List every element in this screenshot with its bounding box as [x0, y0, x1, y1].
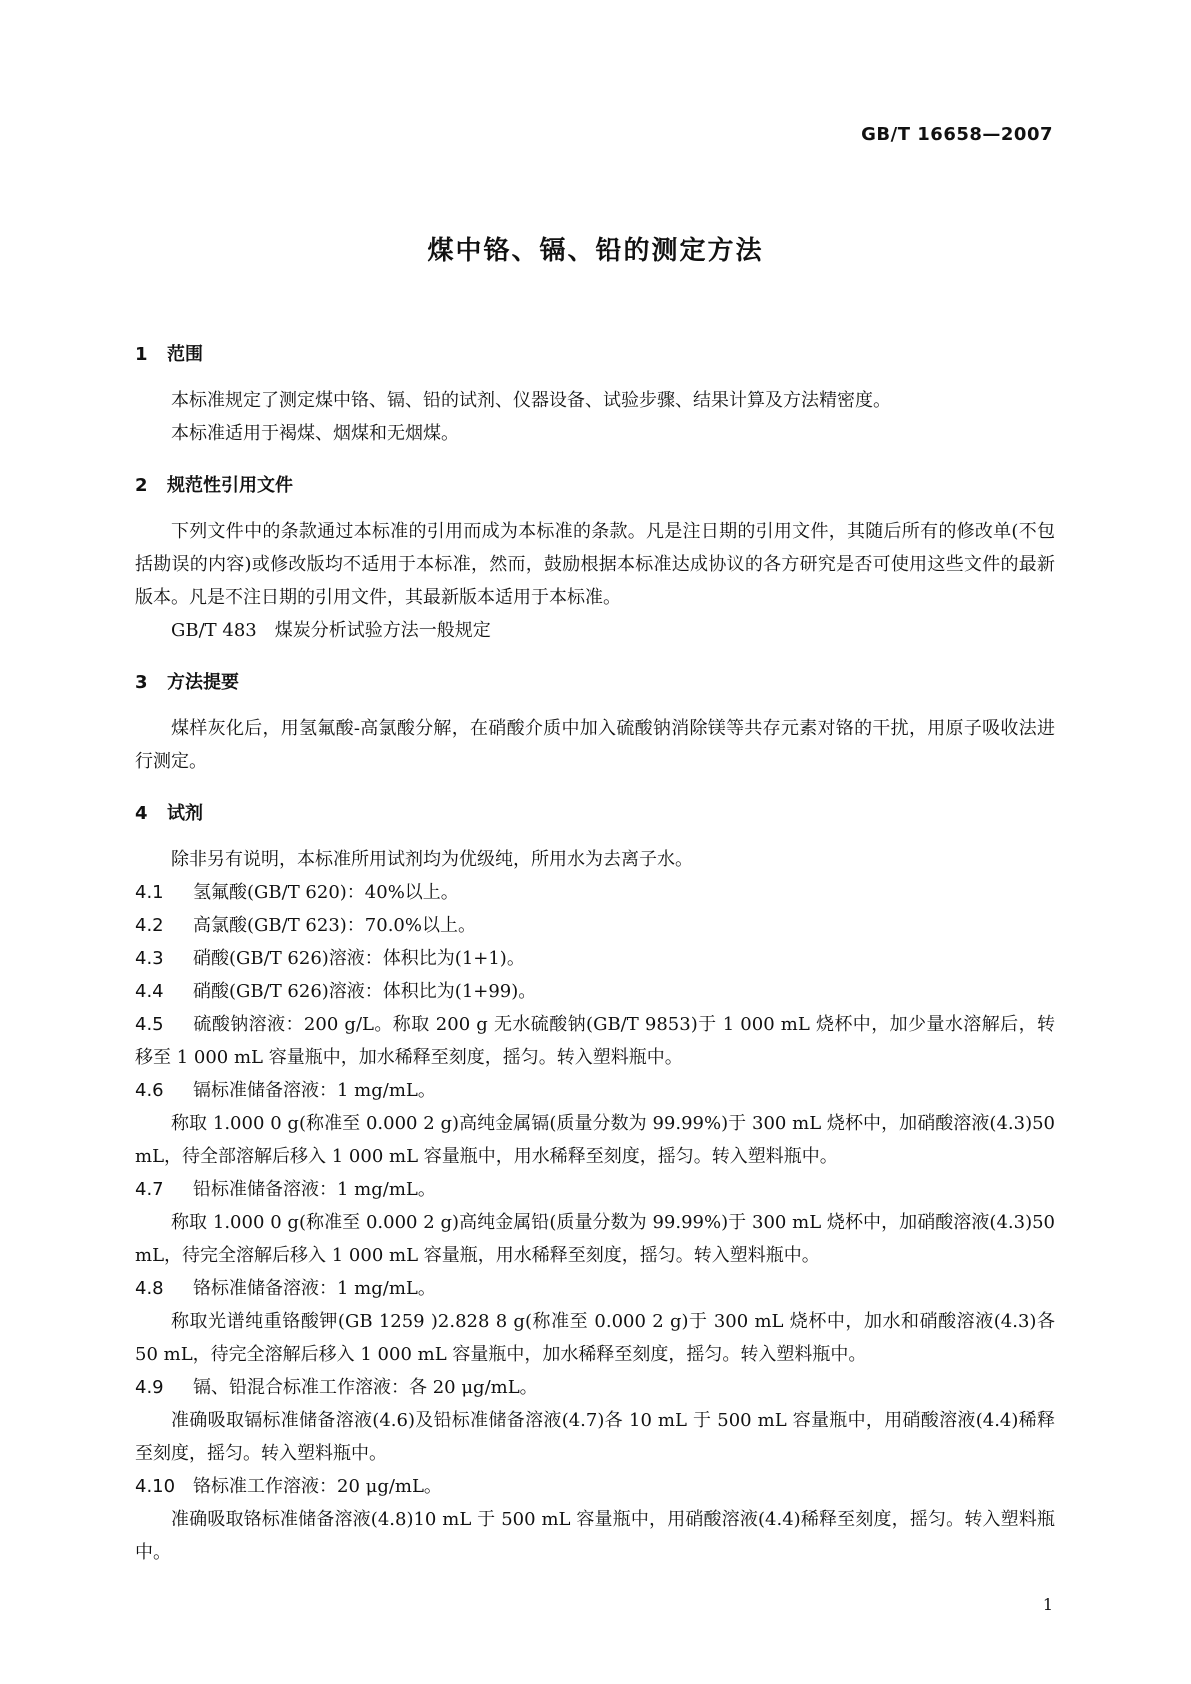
section-title: 范围: [167, 344, 203, 365]
section-title: 方法提要: [167, 672, 239, 693]
clause-number: 4.3: [135, 948, 164, 969]
section-number: 1: [135, 344, 148, 365]
clause-number: 4.2: [135, 915, 164, 936]
clause-text: 高氯酸(GB/T 623)：70.0%以上。: [193, 915, 476, 936]
clause-text: 铬标准工作溶液：20 μg/mL。: [193, 1476, 442, 1497]
clause-number: 4.6: [135, 1080, 164, 1101]
paragraph: 除非另有说明，本标准所用试剂均为优级纯，所用水为去离子水。: [171, 849, 693, 870]
paragraph: 煤样灰化后，用氢氟酸-高氯酸分解，在硝酸介质中加入硫酸钠消除镁等共存元素对铬的干扰，用原子吸收法进行测定。: [135, 718, 1055, 772]
clause-4-10-detail: 准确吸取铬标准储备溶液(4.8)10 mL 于 500 mL 容量瓶中，用硝酸溶液(4.4)稀释至刻度，摇匀。转入塑料瓶中。: [135, 1509, 1055, 1563]
clause-4-9-detail: 准确吸取镉标准储备溶液(4.6)及铅标准储备溶液(4.7)各 10 mL 于 500 mL 容量瓶中，用硝酸溶液(4.4)稀释至刻度，摇匀。转入塑料瓶中。: [135, 1410, 1055, 1464]
clause-text: 硝酸(GB/T 626)溶液：体积比为(1+1)。: [193, 948, 525, 969]
clause-4-10: [135, 1470, 1055, 1503]
paragraph: 下列文件中的条款通过本标准的引用而成为本标准的条款。凡是注日期的引用文件，其随后所有的修改单(不包括勘误的内容)或修改版均不适用于本标准，然而，鼓励根据本标准达成协议的各方研究是否可使用这些文件的最新版本。凡是不注日期的引用文件，其最新版本适用于本标准。: [135, 521, 1055, 608]
clause-4-7: [135, 1173, 1055, 1206]
clause-text: 铅标准储备溶液：1 mg/mL。: [193, 1179, 436, 1200]
section-3-heading: [135, 666, 1055, 699]
section-title: 试剂: [167, 803, 203, 824]
section-number: 4: [135, 803, 148, 824]
clause-text: 镉、铅混合标准工作溶液：各 20 μg/mL。: [193, 1377, 538, 1398]
section-4-heading: [135, 797, 1055, 830]
normative-reference: GB/T 483 煤炭分析试验方法一般规定: [171, 620, 491, 641]
clause-number: 4.4: [135, 981, 164, 1002]
section-number: 2: [135, 475, 148, 496]
section-2-heading: [135, 469, 1055, 502]
clause-4-9: [135, 1371, 1055, 1404]
clause-number: 4.10: [135, 1476, 176, 1497]
section-title: 规范性引用文件: [167, 475, 293, 496]
document-title: 煤中铬、镉、铅的测定方法: [427, 236, 764, 266]
clause-number: 4.1: [135, 882, 164, 903]
clause-4-7-detail: 称取 1.000 0 g(称准至 0.000 2 g)高纯金属铅(质量分数为 99.99%)于 300 mL 烧杯中，加硝酸溶液(4.3)50 mL，待完全溶解后移入 1 000 mL 容量瓶，用水稀释至刻度，摇匀。转入塑料瓶中。: [135, 1212, 1055, 1266]
section-1-heading: [135, 338, 1055, 371]
page-number: 1: [1042, 1595, 1053, 1614]
clause-number: 4.7: [135, 1179, 164, 1200]
document-body: [135, 338, 1055, 1569]
clause-4-6-detail: 称取 1.000 0 g(称准至 0.000 2 g)高纯金属镉(质量分数为 99.99%)于 300 mL 烧杯中，加硝酸溶液(4.3)50 mL，待全部溶解后移入 1 000 mL 容量瓶中，用水稀释至刻度，摇匀。转入塑料瓶中。: [135, 1113, 1055, 1167]
clause-4-1: [135, 876, 1055, 909]
clause-4-4: [135, 975, 1055, 1008]
paragraph: 本标准规定了测定煤中铬、镉、铅的试剂、仪器设备、试验步骤、结果计算及方法精密度。: [171, 390, 891, 411]
clause-4-8-detail: 称取光谱纯重铬酸钾(GB 1259 )2.828 8 g(称准至 0.000 2 g)于 300 mL 烧杯中，加水和硝酸溶液(4.3)各 50 mL，待完全溶解后移入 1 000 mL 容量瓶中，加水稀释至刻度，摇匀。转入塑料瓶中。: [135, 1311, 1055, 1365]
clause-4-8: [135, 1272, 1055, 1305]
clause-text: 铬标准储备溶液：1 mg/mL。: [193, 1278, 436, 1299]
clause-number: 4.5: [135, 1014, 164, 1035]
clause-text: 硫酸钠溶液：200 g/L。称取 200 g 无水硫酸钠(GB/T 9853)于 1 000 mL 烧杯中，加少量水溶解后，转移至 1 000 mL 容量瓶中，加水稀释至刻度，摇匀。转入塑料瓶中。: [135, 1014, 1055, 1068]
standard-code: GB/T 16658—2007: [861, 124, 1053, 145]
clause-number: 4.8: [135, 1278, 164, 1299]
clause-text: 镉标准储备溶液：1 mg/mL。: [193, 1080, 436, 1101]
section-number: 3: [135, 672, 148, 693]
clause-4-3: [135, 942, 1055, 975]
paragraph: 本标准适用于褐煤、烟煤和无烟煤。: [171, 423, 459, 444]
clause-text: 硝酸(GB/T 626)溶液：体积比为(1+99)。: [193, 981, 537, 1002]
clause-4-5: [135, 1008, 1055, 1074]
clause-number: 4.9: [135, 1377, 164, 1398]
clause-4-2: [135, 909, 1055, 942]
clause-4-6: [135, 1074, 1055, 1107]
clause-text: 氢氟酸(GB/T 620)：40%以上。: [193, 882, 459, 903]
